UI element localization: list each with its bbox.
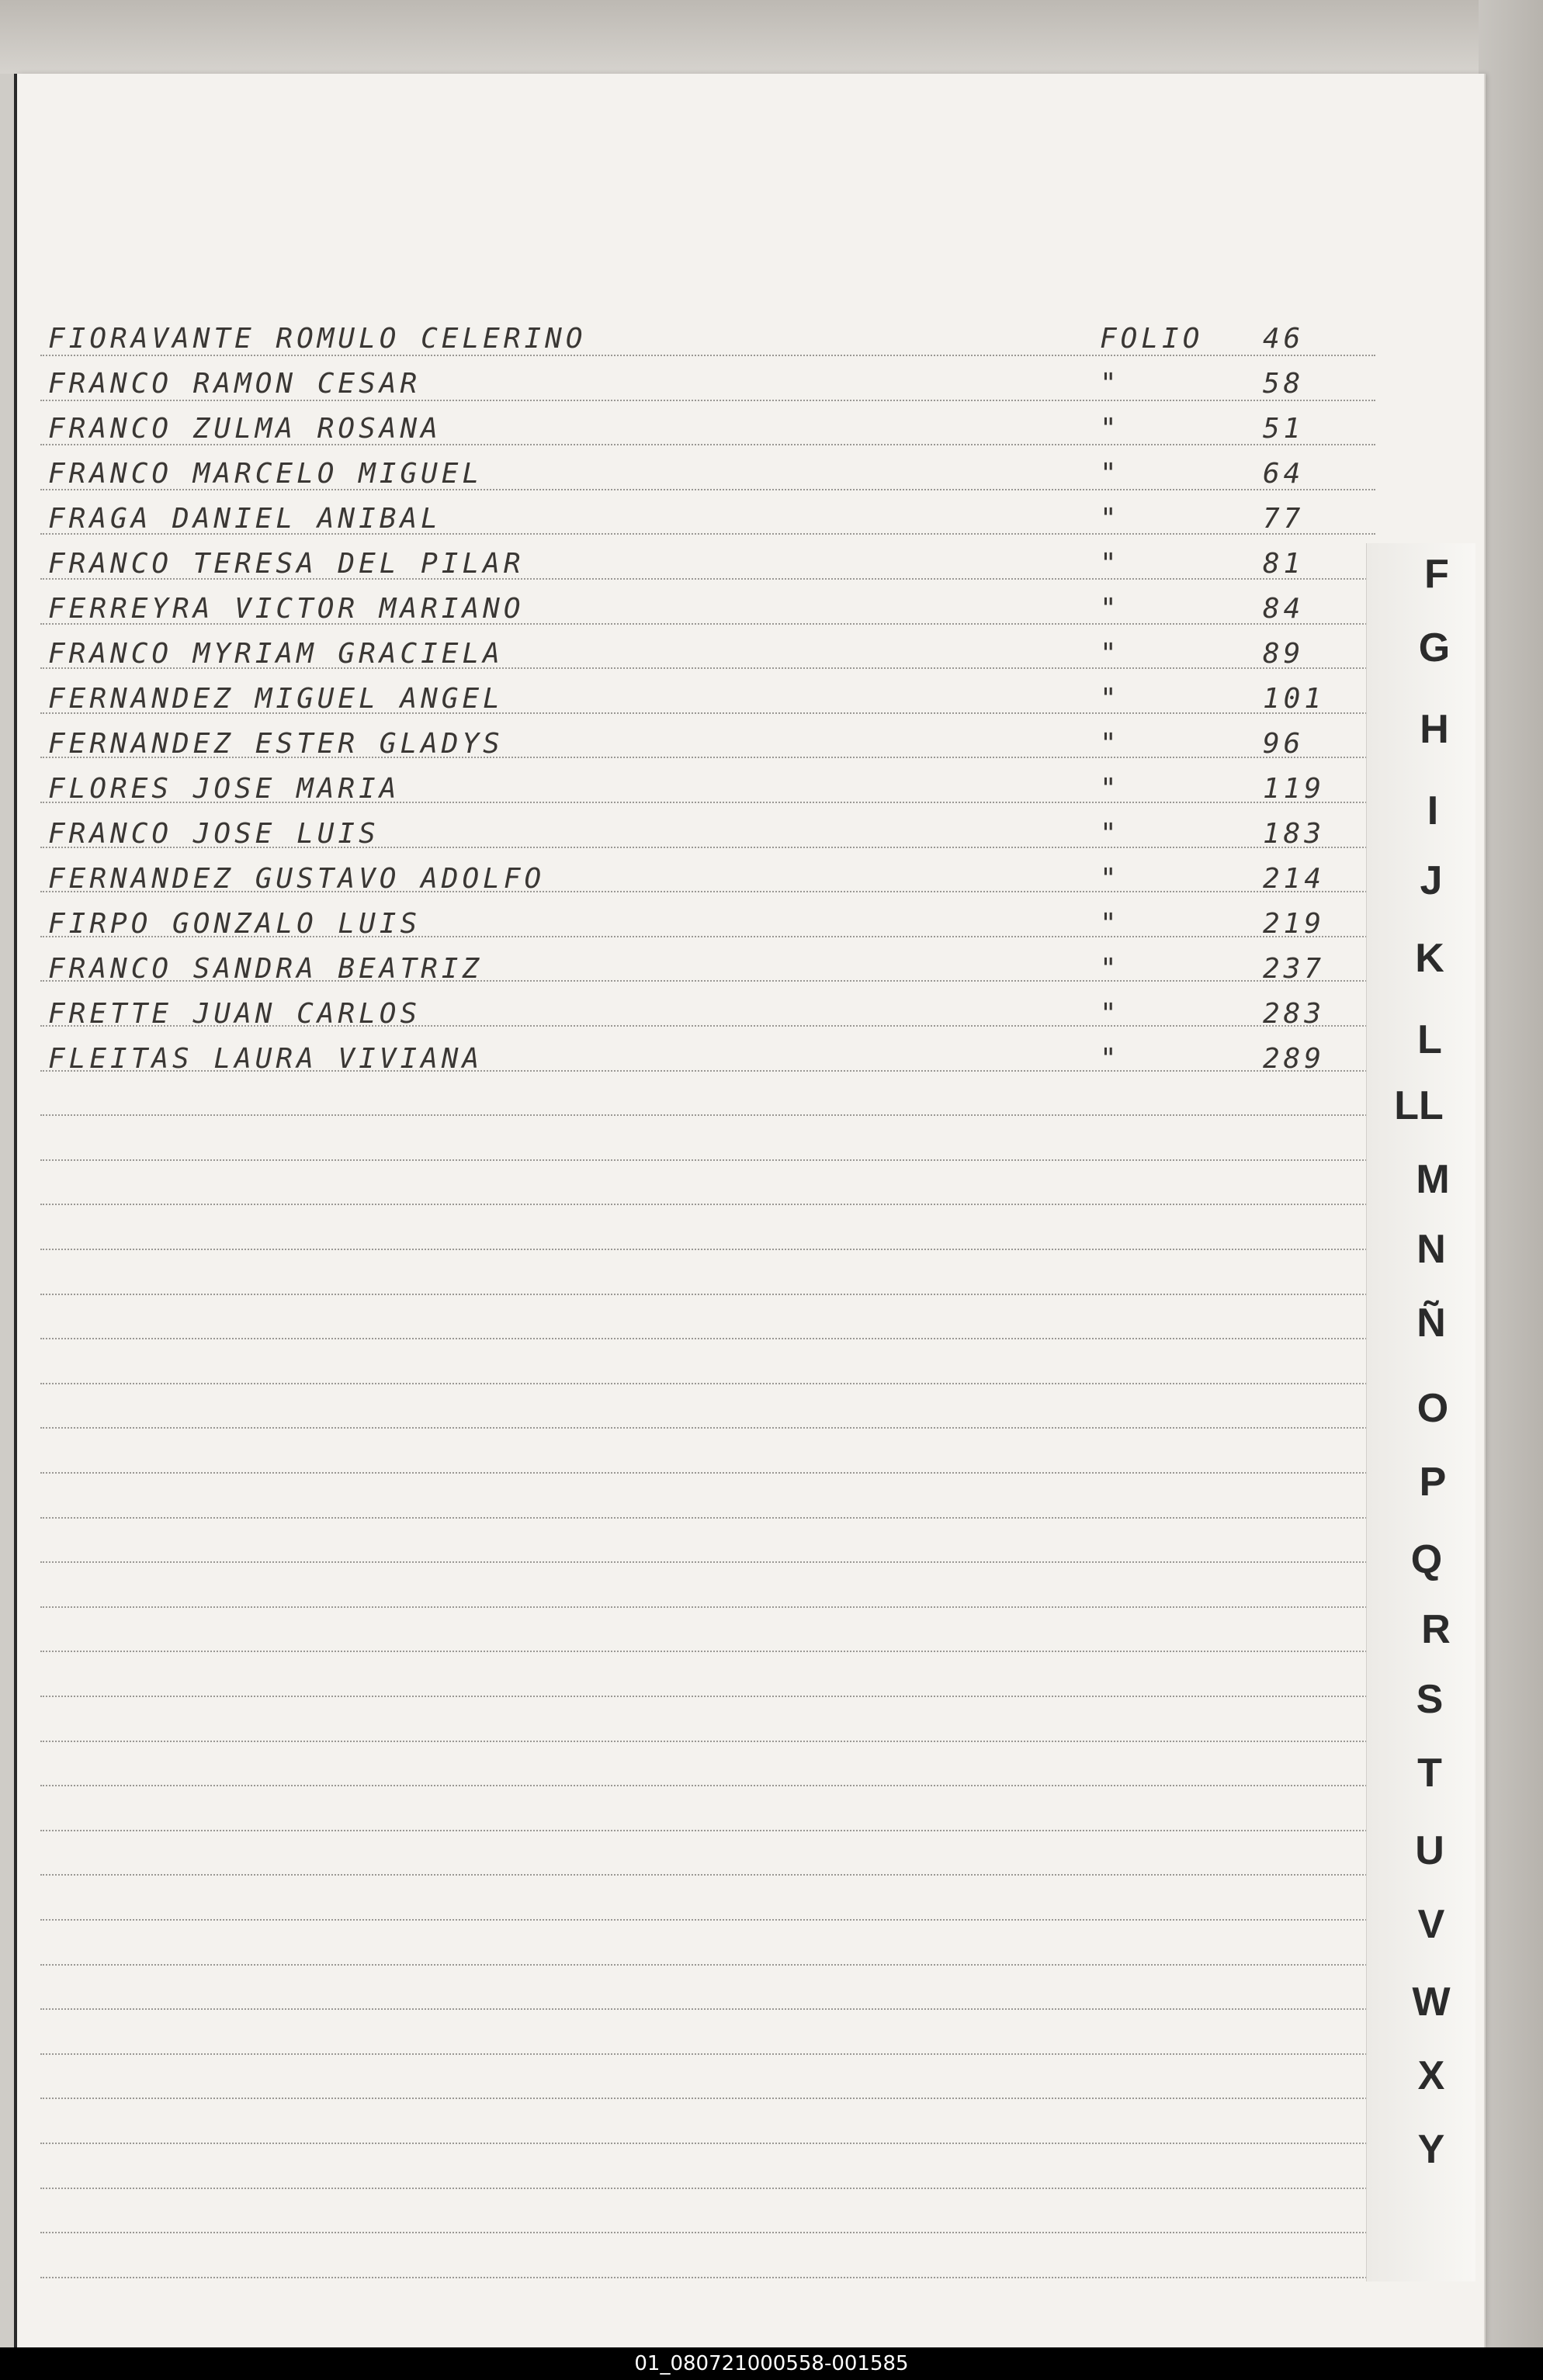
- index-tab-s[interactable]: S: [1416, 1677, 1444, 1722]
- entry-number: 183: [1263, 818, 1326, 850]
- entry-folio: ": [1100, 953, 1121, 985]
- index-tab-n-tilde[interactable]: Ñ: [1416, 1301, 1446, 1346]
- entry-row: [17, 854, 1383, 898]
- entry-row: [17, 1034, 1383, 1078]
- ruled-line: [40, 1919, 1375, 1921]
- entry-name: FERNANDEZ MIGUEL ANGEL: [48, 683, 504, 715]
- ruled-line: [40, 1472, 1375, 1474]
- index-tab-k[interactable]: K: [1415, 936, 1444, 981]
- entry-name: FERREYRA VICTOR MARIANO: [48, 593, 525, 625]
- index-tab-j[interactable]: J: [1420, 858, 1443, 903]
- alphabet-index-tabs: [1366, 543, 1475, 2281]
- ruled-line: [40, 1517, 1375, 1519]
- entry-folio: ": [1100, 1043, 1121, 1075]
- ruled-line: [40, 1249, 1375, 1250]
- entry-name: FRANCO ZULMA ROSANA: [48, 413, 442, 445]
- entry-number: 96: [1263, 728, 1305, 760]
- index-tab-m[interactable]: M: [1416, 1157, 1450, 1202]
- ruled-line: [40, 1696, 1375, 1697]
- ruled-line: [40, 1741, 1375, 1742]
- entry-row: [17, 944, 1383, 988]
- entry-folio: ": [1100, 413, 1121, 445]
- index-tab-g[interactable]: G: [1418, 625, 1451, 670]
- entry-name: FRANCO TERESA DEL PILAR: [48, 548, 525, 580]
- footer-label: 01_080721000558-001585: [634, 2352, 909, 2375]
- ruled-line: [40, 2008, 1375, 2010]
- index-tab-v[interactable]: V: [1417, 1902, 1445, 1947]
- entry-folio: ": [1100, 458, 1121, 490]
- entry-folio: ": [1100, 773, 1121, 805]
- ruled-line: [40, 2053, 1375, 2055]
- index-tab-i[interactable]: I: [1427, 788, 1439, 833]
- entry-name: FRANCO MYRIAM GRACIELA: [48, 638, 504, 670]
- entry-name: FRANCO RAMON CESAR: [48, 368, 421, 400]
- ruled-line: [40, 1383, 1375, 1384]
- entry-number: 51: [1263, 413, 1305, 445]
- ruled-line: [40, 1338, 1375, 1339]
- entry-number: 283: [1263, 998, 1326, 1030]
- entry-name: FLEITAS LAURA VIVIANA: [48, 1043, 484, 1075]
- entry-name: FRAGA DANIEL ANIBAL: [48, 503, 442, 535]
- entry-name: FLORES JOSE MARIA: [48, 773, 400, 805]
- entry-name: FERNANDEZ ESTER GLADYS: [48, 728, 504, 760]
- ruled-line: [40, 1874, 1375, 1876]
- entry-name: FIRPO GONZALO LUIS: [48, 908, 421, 940]
- entry-row: [17, 314, 1383, 358]
- index-tab-t[interactable]: T: [1417, 1751, 1442, 1796]
- entry-folio: ": [1100, 998, 1121, 1030]
- entry-row: [17, 494, 1383, 538]
- ruled-line: [40, 1561, 1375, 1563]
- ruled-line: [40, 1294, 1375, 1295]
- index-tab-w[interactable]: W: [1412, 1980, 1451, 2025]
- ledger-page: [17, 74, 1486, 2347]
- ruled-line: [40, 1204, 1375, 1205]
- index-tab-h[interactable]: H: [1420, 707, 1449, 752]
- entry-row: [17, 719, 1383, 763]
- entry-number: 46: [1263, 323, 1305, 355]
- index-tab-y[interactable]: Y: [1417, 2127, 1445, 2172]
- entry-number: 289: [1263, 1043, 1326, 1075]
- entry-number: 237: [1263, 953, 1326, 985]
- ruled-line: [40, 1606, 1375, 1608]
- entry-number: 101: [1263, 683, 1326, 715]
- ruled-line: [40, 1114, 1375, 1116]
- ruled-line: [40, 1651, 1375, 1652]
- entry-row: [17, 404, 1383, 448]
- entry-name: FERNANDEZ GUSTAVO ADOLFO: [48, 863, 546, 895]
- entry-folio: ": [1100, 638, 1121, 670]
- entry-row: [17, 629, 1383, 673]
- entry-name: FRETTE JUAN CARLOS: [48, 998, 421, 1030]
- entry-row: [17, 809, 1383, 853]
- index-tab-l[interactable]: L: [1417, 1017, 1442, 1062]
- entry-row: [17, 539, 1383, 583]
- entry-number: 77: [1263, 503, 1305, 535]
- ruled-line: [40, 2277, 1375, 2278]
- entry-folio: ": [1100, 908, 1121, 940]
- entry-folio: FOLIO: [1100, 323, 1204, 355]
- ruled-line: [40, 1159, 1375, 1161]
- entry-number: 84: [1263, 593, 1305, 625]
- entry-row: [17, 359, 1383, 403]
- entry-folio: ": [1100, 863, 1121, 895]
- index-tab-p[interactable]: P: [1419, 1460, 1447, 1505]
- entry-number: 89: [1263, 638, 1305, 670]
- ruled-line: [40, 2188, 1375, 2189]
- entry-folio: ": [1100, 503, 1121, 535]
- ruled-line: [40, 1830, 1375, 1831]
- entry-number: 219: [1263, 908, 1326, 940]
- index-tab-o[interactable]: O: [1416, 1386, 1449, 1431]
- index-tab-x[interactable]: X: [1417, 2053, 1445, 2098]
- footer-bar: [0, 2347, 1543, 2380]
- index-tab-q[interactable]: Q: [1410, 1537, 1443, 1582]
- entry-name: FIORAVANTE ROMULO CELERINO: [48, 323, 587, 355]
- ruled-line: [40, 1964, 1375, 1966]
- entry-number: 214: [1263, 863, 1326, 895]
- index-tab-u[interactable]: U: [1415, 1828, 1444, 1873]
- entry-name: FRANCO JOSE LUIS: [48, 818, 380, 850]
- entry-number: 64: [1263, 458, 1305, 490]
- entry-name: FRANCO SANDRA BEATRIZ: [48, 953, 484, 985]
- entry-number: 81: [1263, 548, 1305, 580]
- entry-folio: ": [1100, 683, 1121, 715]
- backdrop-right: [1479, 0, 1543, 2380]
- entry-folio: ": [1100, 818, 1121, 850]
- backdrop-top: [0, 0, 1543, 74]
- ruled-line: [40, 1427, 1375, 1429]
- entry-number: 119: [1263, 773, 1326, 805]
- entry-folio: ": [1100, 368, 1121, 400]
- entry-row: [17, 674, 1383, 718]
- entry-name: FRANCO MARCELO MIGUEL: [48, 458, 484, 490]
- index-tab-f[interactable]: F: [1424, 552, 1449, 597]
- entry-row: [17, 449, 1383, 493]
- entry-row: [17, 764, 1383, 808]
- entry-row: [17, 989, 1383, 1033]
- ruled-line: [40, 1785, 1375, 1786]
- index-tab-ll[interactable]: LL: [1394, 1083, 1444, 1128]
- entry-number: 58: [1263, 368, 1305, 400]
- entry-row: [17, 899, 1383, 943]
- entry-folio: ": [1100, 728, 1121, 760]
- entry-folio: ": [1100, 593, 1121, 625]
- index-tab-n[interactable]: N: [1416, 1227, 1446, 1272]
- ruled-line: [40, 2098, 1375, 2099]
- index-tab-r[interactable]: R: [1421, 1607, 1451, 1652]
- ruled-line: [40, 2232, 1375, 2233]
- ruled-line: [40, 2143, 1375, 2144]
- entry-row: [17, 584, 1383, 628]
- entry-folio: ": [1100, 548, 1121, 580]
